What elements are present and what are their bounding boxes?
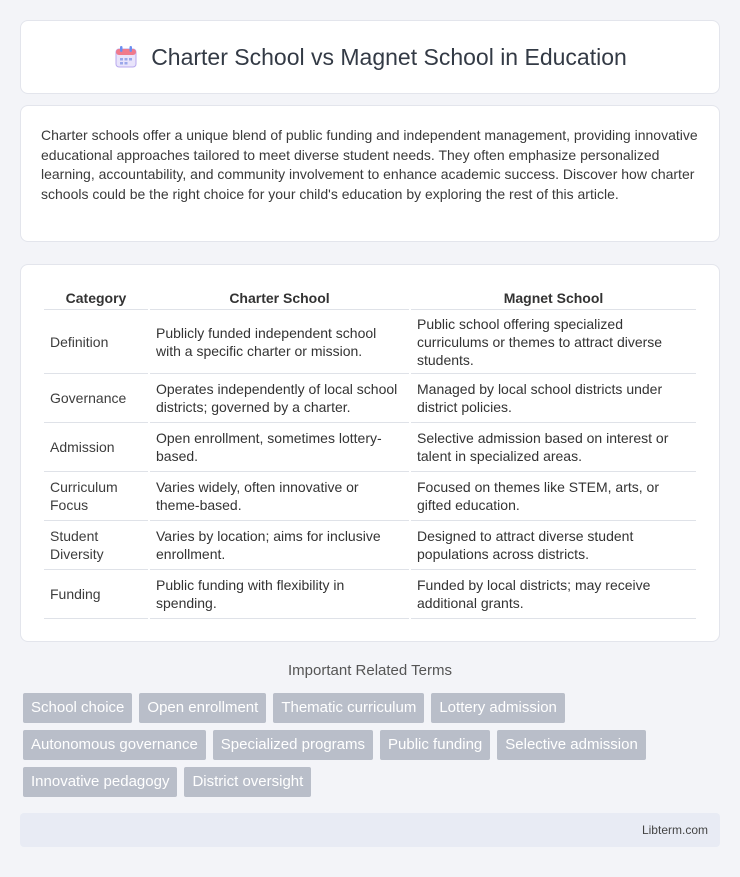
tag-public-funding[interactable]: Public funding xyxy=(380,730,490,760)
row-category: Curriculum Focus xyxy=(44,472,148,521)
footer-site-link[interactable]: Libterm.com xyxy=(641,823,708,837)
comparison-table-card xyxy=(20,264,720,642)
row-charter: Public funding with flexibility in spending. xyxy=(150,570,409,619)
comparison-table xyxy=(42,285,698,619)
tag-school-choice[interactable]: School choice xyxy=(23,693,132,723)
row-charter: Operates independently of local school districts; governed by a charter. xyxy=(150,374,409,423)
row-magnet: Focused on themes like STEM, arts, or gifted education. xyxy=(411,472,696,521)
row-category: Funding xyxy=(44,570,148,619)
table-row xyxy=(44,423,696,472)
column-header-category: Category xyxy=(44,285,148,310)
row-magnet: Selective admission based on interest or talent in specialized areas. xyxy=(411,423,696,472)
table-row xyxy=(44,570,696,619)
tag-specialized-programs[interactable]: Specialized programs xyxy=(213,730,373,760)
table-row xyxy=(44,310,696,374)
tag-thematic-curriculum[interactable]: Thematic curriculum xyxy=(273,693,424,723)
related-terms-tags xyxy=(20,693,710,797)
row-category: Definition xyxy=(44,310,148,374)
header-card xyxy=(20,20,720,94)
column-header-magnet: Magnet School xyxy=(411,285,696,310)
related-terms-section xyxy=(20,662,720,797)
row-category: Admission xyxy=(44,423,148,472)
row-magnet: Funded by local districts; may receive additional grants. xyxy=(411,570,696,619)
tag-autonomous-governance[interactable]: Autonomous governance xyxy=(23,730,206,760)
row-charter: Varies widely, often innovative or theme-based. xyxy=(150,472,409,521)
related-terms-title: Important Related Terms xyxy=(288,662,452,679)
table-row xyxy=(44,374,696,423)
intro-card xyxy=(20,105,720,242)
calendar-icon xyxy=(113,44,139,70)
row-magnet: Managed by local school districts under district policies. xyxy=(411,374,696,423)
tag-lottery-admission[interactable]: Lottery admission xyxy=(431,693,565,723)
page-title: Charter School vs Magnet School in Education xyxy=(151,43,627,70)
footer xyxy=(20,813,720,847)
tag-selective-admission[interactable]: Selective admission xyxy=(497,730,646,760)
row-category: Governance xyxy=(44,374,148,423)
column-header-charter: Charter School xyxy=(150,285,409,310)
row-magnet: Public school offering specialized curriculums or themes to attract diverse students. xyxy=(411,310,696,374)
intro-paragraph: Charter schools offer a unique blend of public funding and independent management, providing innovative educational approaches tailored to meet diverse student needs. They often emphasize personalized learning, accountability, and community involvement to enhance academic success. Discover how charter schools could be the right choice for your child's education by exploring the rest of this article. xyxy=(41,127,698,202)
tag-open-enrollment[interactable]: Open enrollment xyxy=(139,693,266,723)
row-category: Student Diversity xyxy=(44,521,148,570)
table-header-row xyxy=(44,285,696,310)
row-magnet: Designed to attract diverse student populations across districts. xyxy=(411,521,696,570)
row-charter: Open enrollment, sometimes lottery-based. xyxy=(150,423,409,472)
table-row xyxy=(44,521,696,570)
tag-innovative-pedagogy[interactable]: Innovative pedagogy xyxy=(23,767,177,797)
table-row xyxy=(44,472,696,521)
row-charter: Publicly funded independent school with a specific charter or mission. xyxy=(150,310,409,374)
row-charter: Varies by location; aims for inclusive enrollment. xyxy=(150,521,409,570)
tag-district-oversight[interactable]: District oversight xyxy=(184,767,311,797)
title-wrap xyxy=(113,44,627,71)
